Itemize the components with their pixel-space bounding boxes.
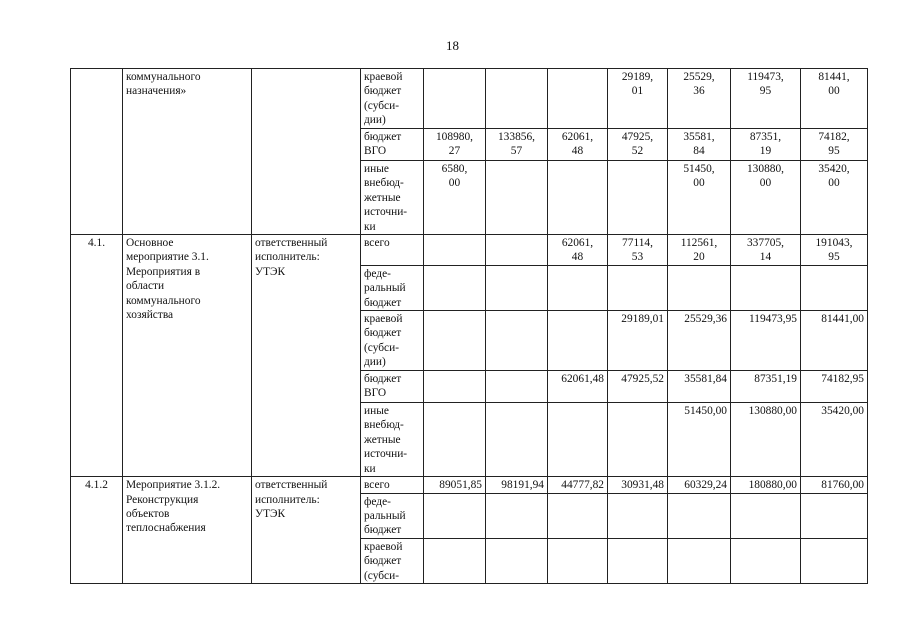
amount-cell (608, 265, 668, 310)
measure-code-cell: 4.1. (71, 235, 123, 477)
amount-cell: 25529, 36 (668, 69, 731, 129)
amount-cell: 74182,95 (801, 371, 868, 403)
amount-cell (424, 493, 486, 538)
funding-source-cell: краевой бюджет (субси- дии) (361, 69, 424, 129)
amount-cell (731, 493, 801, 538)
amount-cell: 35581, 84 (668, 129, 731, 161)
amount-cell: 51450,00 (668, 403, 731, 477)
amount-cell (548, 538, 608, 583)
amount-cell (548, 265, 608, 310)
executor-cell: ответственный исполнитель: УТЭК (252, 235, 361, 477)
amount-cell (731, 265, 801, 310)
funding-source-cell: всего (361, 235, 424, 266)
amount-cell (486, 161, 548, 235)
amount-cell: 180880,00 (731, 477, 801, 493)
amount-cell: 47925, 52 (608, 129, 668, 161)
amount-cell: 112561, 20 (668, 235, 731, 266)
funding-source-cell: краевой бюджет (субси- (361, 538, 424, 583)
amount-cell: 35581,84 (668, 371, 731, 403)
amount-cell (668, 538, 731, 583)
amount-cell: 62061, 48 (548, 129, 608, 161)
measure-code-cell (71, 69, 123, 235)
funding-source-cell: иные внебюд- жетные источни- ки (361, 403, 424, 477)
amount-cell (424, 265, 486, 310)
amount-cell (668, 493, 731, 538)
amount-cell (668, 265, 731, 310)
funding-source-cell: бюджет ВГО (361, 371, 424, 403)
amount-cell (424, 311, 486, 371)
funding-source-cell: феде- ральный бюджет (361, 493, 424, 538)
amount-cell: 77114, 53 (608, 235, 668, 266)
table-row (71, 69, 868, 129)
amount-cell: 44777,82 (548, 477, 608, 493)
amount-cell (548, 403, 608, 477)
amount-cell (486, 311, 548, 371)
amount-cell (486, 538, 548, 583)
amount-cell (486, 69, 548, 129)
amount-cell: 62061, 48 (548, 235, 608, 266)
funding-source-cell: иные внебюд- жетные источни- ки (361, 161, 424, 235)
measure-name-cell: Мероприятие 3.1.2. Реконструкция объектов теплоснабжения (123, 477, 252, 584)
amount-cell: 87351, 19 (731, 129, 801, 161)
amount-cell (731, 538, 801, 583)
amount-cell: 130880, 00 (731, 161, 801, 235)
amount-cell: 89051,85 (424, 477, 486, 493)
funding-source-cell: краевой бюджет (субси- дии) (361, 311, 424, 371)
executor-cell (252, 69, 361, 235)
amount-cell: 60329,24 (668, 477, 731, 493)
amount-cell: 133856, 57 (486, 129, 548, 161)
amount-cell (424, 371, 486, 403)
measure-name-cell: Основное мероприятие 3.1. Мероприятия в области коммунального хозяйства (123, 235, 252, 477)
measure-name-cell: коммунального назначения» (123, 69, 252, 235)
amount-cell (424, 403, 486, 477)
amount-cell: 47925,52 (608, 371, 668, 403)
amount-cell: 81760,00 (801, 477, 868, 493)
amount-cell (801, 265, 868, 310)
page-number: 18 (446, 38, 459, 53)
amount-cell (548, 69, 608, 129)
funding-source-cell: феде- ральный бюджет (361, 265, 424, 310)
amount-cell: 35420, 00 (801, 161, 868, 235)
amount-cell (608, 403, 668, 477)
amount-cell (424, 538, 486, 583)
amount-cell: 6580, 00 (424, 161, 486, 235)
amount-cell (486, 265, 548, 310)
measure-code-cell: 4.1.2 (71, 477, 123, 584)
amount-cell (801, 493, 868, 538)
amount-cell (608, 161, 668, 235)
amount-cell (486, 371, 548, 403)
amount-cell (608, 538, 668, 583)
amount-cell (548, 161, 608, 235)
amount-cell: 81441, 00 (801, 69, 868, 129)
amount-cell (548, 493, 608, 538)
amount-cell: 191043, 95 (801, 235, 868, 266)
amount-cell (424, 235, 486, 266)
amount-cell: 74182, 95 (801, 129, 868, 161)
amount-cell: 51450, 00 (668, 161, 731, 235)
amount-cell (608, 493, 668, 538)
table-row (71, 235, 868, 266)
budget-table (70, 68, 868, 584)
amount-cell: 130880,00 (731, 403, 801, 477)
amount-cell: 108980, 27 (424, 129, 486, 161)
amount-cell: 81441,00 (801, 311, 868, 371)
funding-source-cell: бюджет ВГО (361, 129, 424, 161)
amount-cell: 29189,01 (608, 311, 668, 371)
amount-cell: 29189, 01 (608, 69, 668, 129)
amount-cell: 62061,48 (548, 371, 608, 403)
amount-cell (486, 403, 548, 477)
amount-cell: 98191,94 (486, 477, 548, 493)
amount-cell: 119473, 95 (731, 69, 801, 129)
table-row (71, 477, 868, 493)
amount-cell (801, 538, 868, 583)
executor-cell: ответственный исполнитель: УТЭК (252, 477, 361, 584)
amount-cell (548, 311, 608, 371)
amount-cell (486, 235, 548, 266)
amount-cell: 25529,36 (668, 311, 731, 371)
amount-cell (486, 493, 548, 538)
funding-source-cell: всего (361, 477, 424, 493)
amount-cell: 30931,48 (608, 477, 668, 493)
amount-cell: 119473,95 (731, 311, 801, 371)
amount-cell: 87351,19 (731, 371, 801, 403)
amount-cell: 337705, 14 (731, 235, 801, 266)
amount-cell: 35420,00 (801, 403, 868, 477)
amount-cell (424, 69, 486, 129)
